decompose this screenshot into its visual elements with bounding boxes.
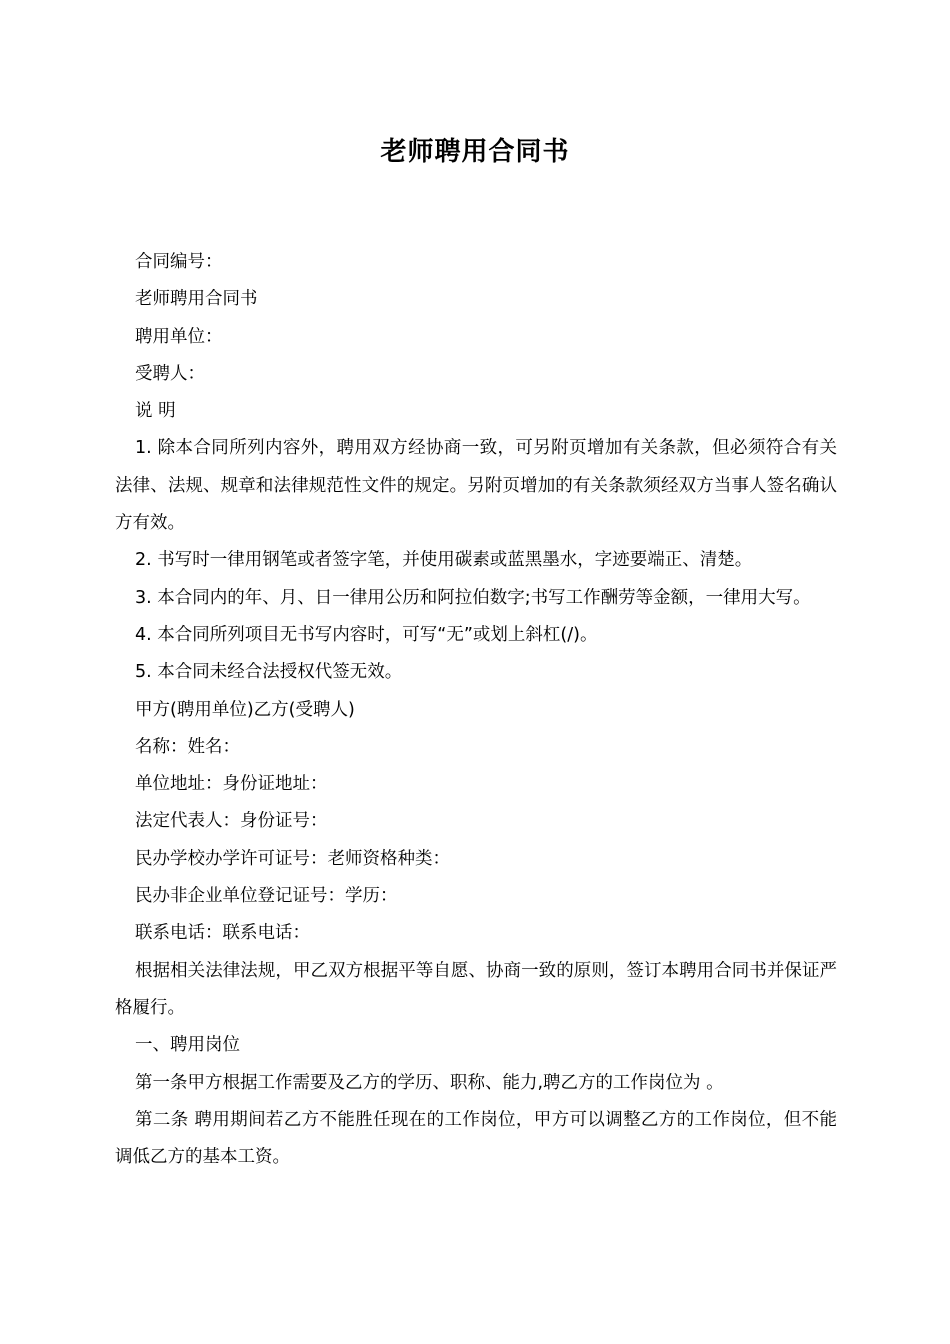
party-field-phone: 联系电话：联系电话： xyxy=(135,923,310,944)
party-field-representative: 法定代表人：身份证号： xyxy=(135,811,328,832)
preamble-paragraph: 根据相关法律法规，甲乙双方根据平等自愿、协商一致的原则，签订本聘用合同书并保证严格履行。 xyxy=(115,960,837,1018)
parties-heading: 甲方(聘用单位)乙方(受聘人) xyxy=(135,699,355,720)
contract-name-line: 老师聘用合同书 xyxy=(135,289,258,310)
section-heading-position: 一、聘用岗位 xyxy=(135,1035,240,1056)
document-title: 老师聘用合同书 xyxy=(380,137,570,167)
party-field-name: 名称：姓名： xyxy=(135,736,240,757)
employee-line: 受聘人： xyxy=(135,363,205,384)
instruction-3: 3. 本合同内的年、月、日一律用公历和阿拉伯数字;书写工作酬劳等金额，一律用大写。 xyxy=(135,587,811,608)
party-field-address: 单位地址：身份证地址： xyxy=(135,774,328,795)
instruction-1: 1. 除本合同所列内容外，聘用双方经协商一致，可另附页增加有关条款，但必须符合有关法律、法规、规章和法律规范性文件的规定。另附页增加的有关条款须经双方当事人签名确认方有效。 xyxy=(115,438,837,534)
article-1: 第一条甲方根据工作需要及乙方的学历、职称、能力,聘乙方的工作岗位为 。 xyxy=(135,1072,724,1093)
instructions-heading: 说 明 xyxy=(135,401,176,422)
contract-number-line: 合同编号： xyxy=(135,252,223,272)
party-field-license: 民办学校办学许可证号：老师资格种类： xyxy=(135,848,450,869)
article-2: 第二条 聘用期间若乙方不能胜任现在的工作岗位，甲方可以调整乙方的工作岗位，但不能调低乙方的基本工资。 xyxy=(115,1109,837,1168)
instruction-2: 2. 书写时一律用钢笔或者签字笔，并使用碳素或蓝黑墨水，字迹要端正、清楚。 xyxy=(135,550,753,571)
instruction-5: 5. 本合同未经合法授权代签无效。 xyxy=(135,662,403,683)
instruction-4: 4. 本合同所列项目无书写内容时，可写“无”或划上斜杠(/)。 xyxy=(135,624,598,645)
employer-line: 聘用单位： xyxy=(135,326,223,347)
document-body xyxy=(115,244,837,1176)
party-field-registration: 民办非企业单位登记证号：学历： xyxy=(135,886,398,907)
